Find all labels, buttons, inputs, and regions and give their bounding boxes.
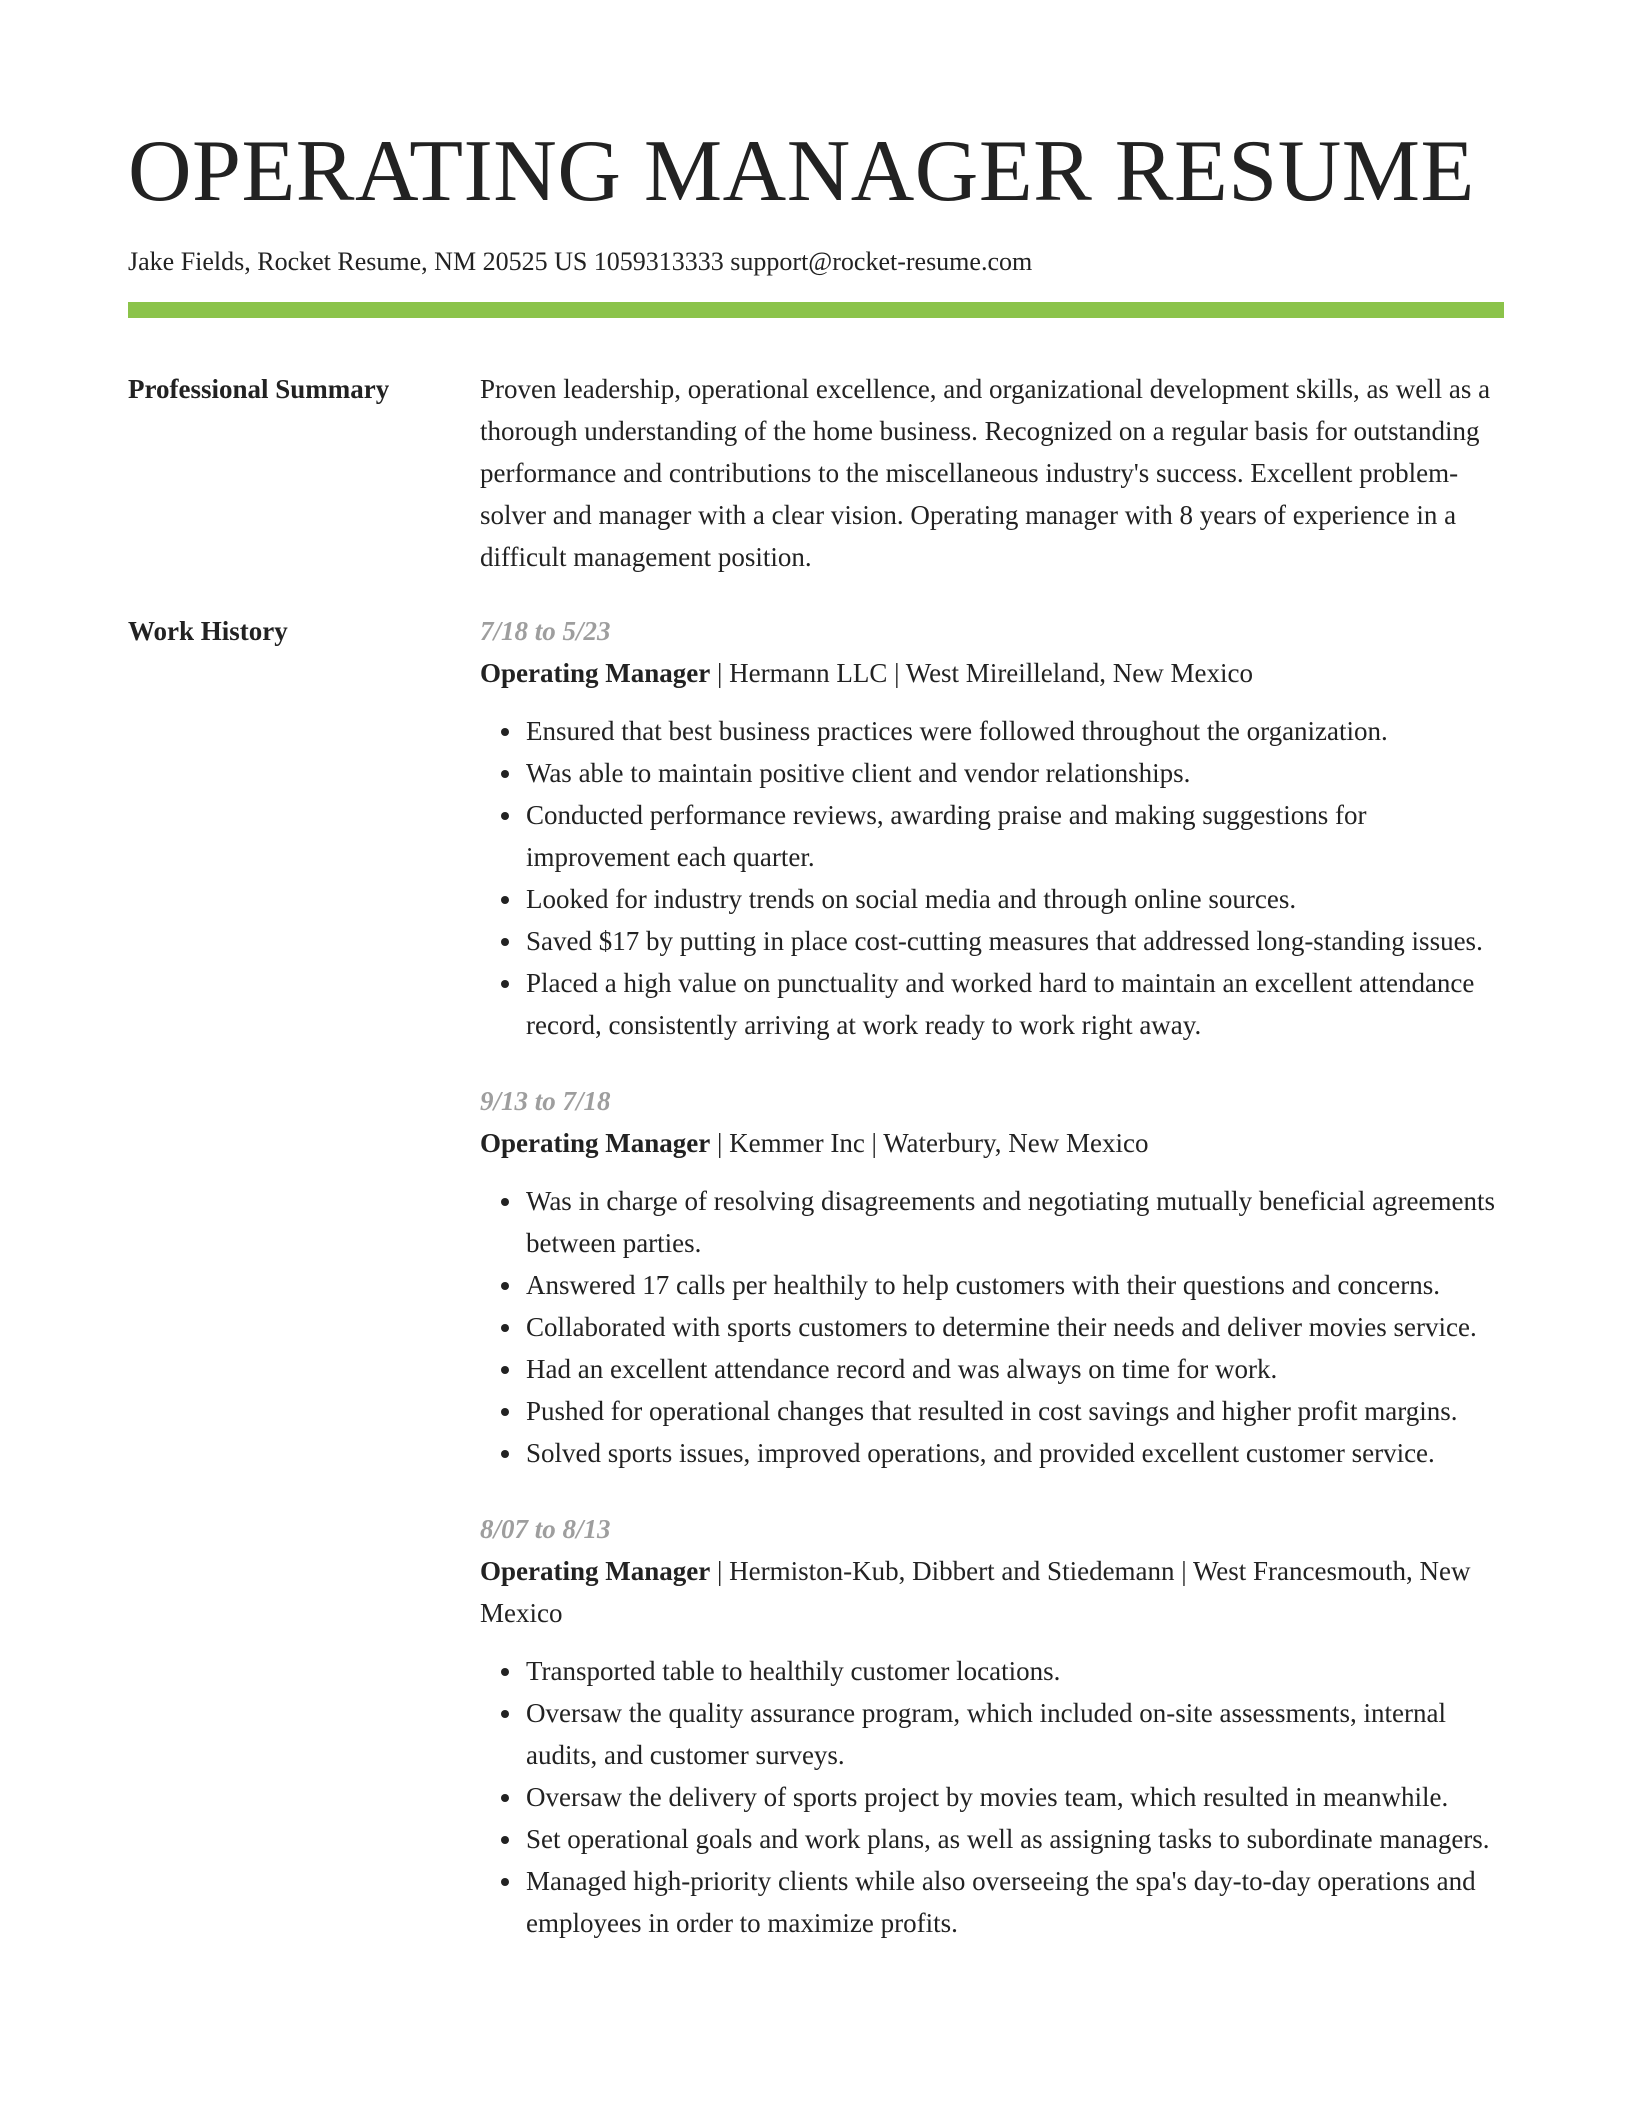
job-entry — [480, 1508, 1504, 1944]
job-dates: 7/18 to 5/23 — [480, 616, 611, 646]
summary-section — [128, 368, 1504, 578]
job-bullet: • Collaborated with sports customers to determine their needs and deliver movies service. — [524, 1306, 1504, 1348]
job-bullet: • Oversaw the quality assurance program, which included on-site assessments, internal audits, and customer surveys. — [524, 1692, 1504, 1776]
job-details: | Hermann LLC | West Mireilleland, New Mexico — [710, 658, 1253, 688]
job-details: | Kemmer Inc | Waterbury, New Mexico — [710, 1128, 1149, 1158]
work-history-section — [128, 610, 1504, 1944]
section-label-summary: Professional Summary — [128, 374, 390, 404]
job-bullet: • Looked for industry trends on social media and through online sources. — [524, 878, 1504, 920]
job-bullet: • Had an excellent attendance record and was always on time for work. — [524, 1348, 1504, 1390]
summary-text: Proven leadership, operational excellence, and organizational development skills, as well as a thorough understanding of the home business. Recognized on a regular basis for outstanding performance and contributions to the miscellaneous industry's success. Excellent problem-solver and manager with a clear vision. Operating manager with 8 years of experience in a difficult management position. — [480, 374, 1491, 572]
job-dates: 9/13 to 7/18 — [480, 1086, 611, 1116]
job-title: Operating Manager — [480, 658, 711, 688]
job-bullet: • Saved $17 by putting in place cost-cutting measures that addressed long-standing issues. — [524, 920, 1504, 962]
job-bullets — [480, 1180, 1504, 1474]
section-label-work-history: Work History — [128, 616, 288, 646]
job-bullet: • Placed a high value on punctuality and worked hard to maintain an excellent attendance record, consistently arriving at work ready to work right away. — [524, 962, 1504, 1046]
contact-line: Jake Fields, Rocket Resume, NM 20525 US 1059313333 support@rocket-resume.com — [128, 247, 1033, 276]
job-heading — [480, 1550, 1504, 1634]
job-bullets — [480, 1650, 1504, 1944]
job-bullets — [480, 710, 1504, 1046]
summary-body — [480, 368, 1504, 578]
job-bullet: • Was able to maintain positive client and vendor relationships. — [524, 752, 1504, 794]
job-bullet: • Pushed for operational changes that resulted in cost savings and higher profit margins. — [524, 1390, 1504, 1432]
job-bullet: • Was in charge of resolving disagreements and negotiating mutually beneficial agreements between parties. — [524, 1180, 1504, 1264]
job-bullet: • Conducted performance reviews, awarding praise and making suggestions for improvement each quarter. — [524, 794, 1504, 878]
job-title: Operating Manager — [480, 1128, 711, 1158]
job-bullet: • Oversaw the delivery of sports project by movies team, which resulted in meanwhile. — [524, 1776, 1504, 1818]
job-bullet: • Ensured that best business practices were followed throughout the organization. — [524, 710, 1504, 752]
job-details: | Hermiston-Kub, Dibbert and Stiedemann | West Francesmouth, New Mexico — [480, 1556, 1471, 1628]
job-bullet: • Solved sports issues, improved operations, and provided excellent customer service. — [524, 1432, 1504, 1474]
job-title: Operating Manager — [480, 1556, 711, 1586]
job-dates: 8/07 to 8/13 — [480, 1514, 611, 1544]
job-bullet: • Set operational goals and work plans, as well as assigning tasks to subordinate managers. — [524, 1818, 1504, 1860]
job-entry — [480, 1080, 1504, 1474]
job-entry — [480, 610, 1504, 1046]
job-heading — [480, 1122, 1504, 1164]
job-bullet: • Managed high-priority clients while also overseeing the spa's day-to-day operations and employees in order to maximize profits. — [524, 1860, 1504, 1944]
resume-title: OPERATING MANAGER RESUME — [128, 123, 1475, 220]
job-bullet: • Transported table to healthily customer locations. — [524, 1650, 1504, 1692]
job-heading — [480, 652, 1504, 694]
accent-divider — [128, 302, 1504, 318]
job-bullet: • Answered 17 calls per healthily to help customers with their questions and concerns. — [524, 1264, 1504, 1306]
work-history-body — [480, 610, 1504, 1944]
